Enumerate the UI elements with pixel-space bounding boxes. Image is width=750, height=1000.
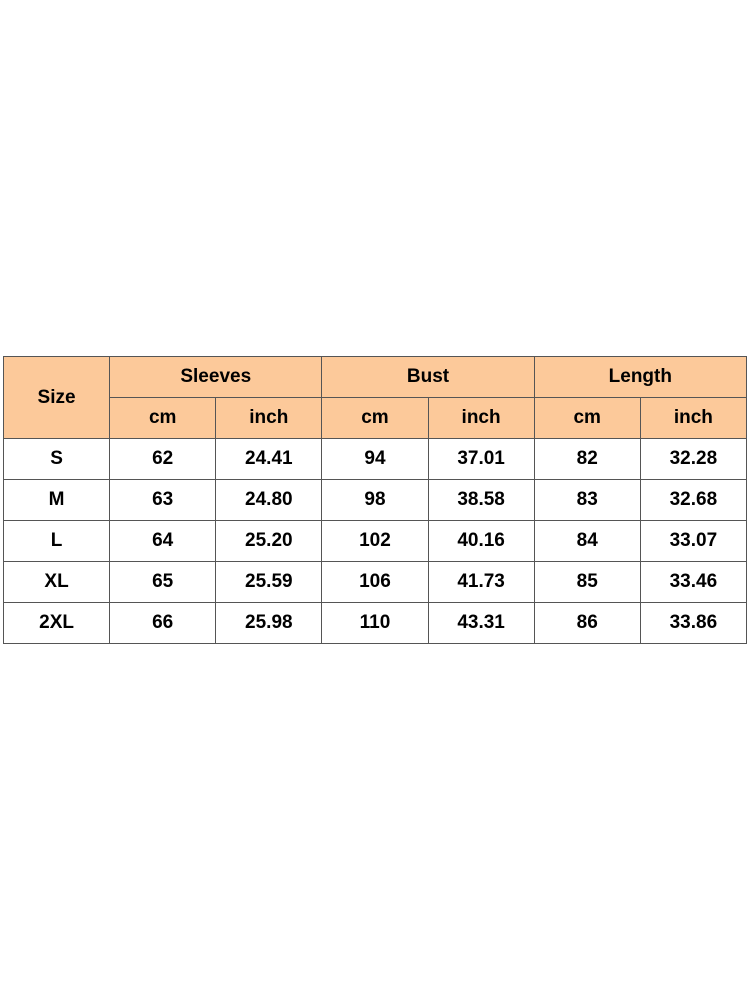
table-cell: 43.31	[428, 603, 534, 644]
table-cell: 32.68	[640, 480, 746, 521]
table-cell: 25.98	[216, 603, 322, 644]
size-cell: XL	[4, 562, 110, 603]
unit-header: cm	[534, 398, 640, 439]
table-body	[4, 439, 747, 644]
length-header: Length	[534, 357, 746, 398]
table-row	[4, 439, 747, 480]
header-unit-row	[4, 398, 747, 439]
sleeves-header: Sleeves	[110, 357, 322, 398]
table-cell: 25.59	[216, 562, 322, 603]
unit-header: inch	[216, 398, 322, 439]
size-cell: 2XL	[4, 603, 110, 644]
table-cell: 66	[110, 603, 216, 644]
bust-header: Bust	[322, 357, 534, 398]
table-cell: 24.41	[216, 439, 322, 480]
unit-header: cm	[110, 398, 216, 439]
table-cell: 40.16	[428, 521, 534, 562]
table-row	[4, 562, 747, 603]
table-row	[4, 480, 747, 521]
size-chart-table	[3, 356, 747, 644]
table-cell: 38.58	[428, 480, 534, 521]
table-cell: 98	[322, 480, 428, 521]
table-cell: 65	[110, 562, 216, 603]
table-row	[4, 521, 747, 562]
table-header	[4, 357, 747, 439]
header-group-row	[4, 357, 747, 398]
table-cell: 94	[322, 439, 428, 480]
table-cell: 37.01	[428, 439, 534, 480]
table-cell: 32.28	[640, 439, 746, 480]
table-cell: 33.86	[640, 603, 746, 644]
unit-header: inch	[428, 398, 534, 439]
table-cell: 33.07	[640, 521, 746, 562]
table-cell: 25.20	[216, 521, 322, 562]
table-cell: 106	[322, 562, 428, 603]
unit-header: inch	[640, 398, 746, 439]
table-cell: 62	[110, 439, 216, 480]
table-cell: 84	[534, 521, 640, 562]
table-cell: 110	[322, 603, 428, 644]
table-cell: 82	[534, 439, 640, 480]
table-cell: 86	[534, 603, 640, 644]
table-cell: 41.73	[428, 562, 534, 603]
size-cell: S	[4, 439, 110, 480]
table-cell: 24.80	[216, 480, 322, 521]
size-cell: L	[4, 521, 110, 562]
size-cell: M	[4, 480, 110, 521]
table-cell: 64	[110, 521, 216, 562]
table-cell: 83	[534, 480, 640, 521]
size-header: Size	[4, 357, 110, 439]
table-cell: 63	[110, 480, 216, 521]
table-cell: 33.46	[640, 562, 746, 603]
table-row	[4, 603, 747, 644]
unit-header: cm	[322, 398, 428, 439]
table-cell: 85	[534, 562, 640, 603]
table-cell: 102	[322, 521, 428, 562]
